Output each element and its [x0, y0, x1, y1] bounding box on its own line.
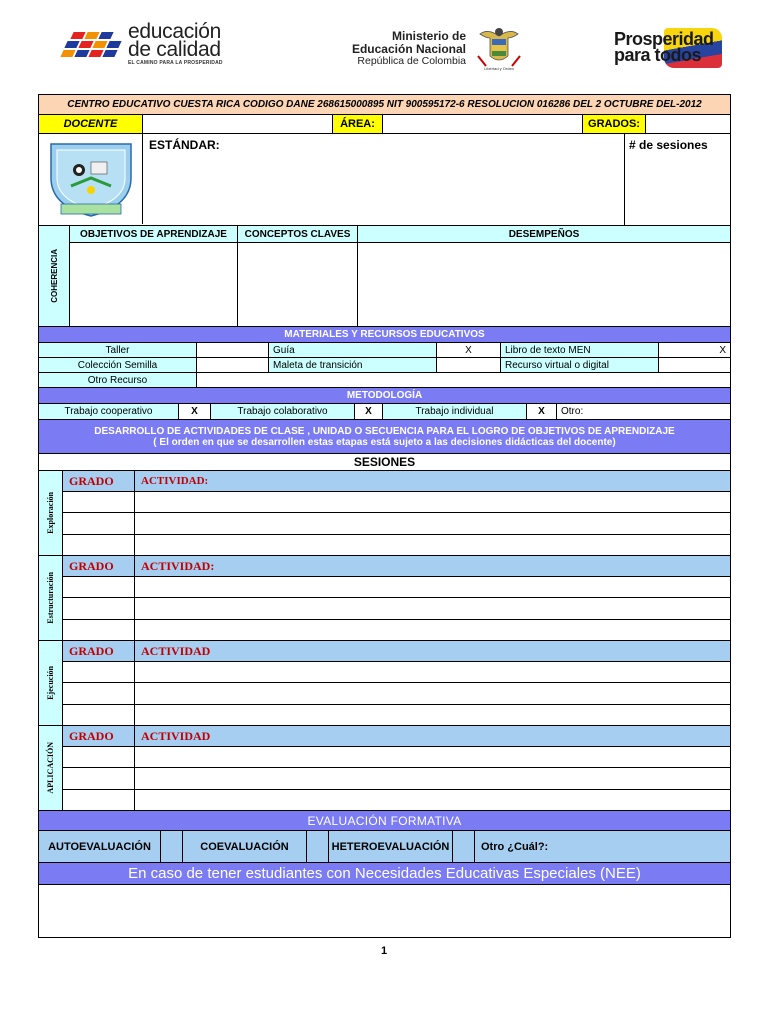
actividad-label: ACTIVIDAD: [141, 558, 215, 573]
coleccion-mark[interactable] [197, 358, 269, 372]
taller-label: Taller [39, 343, 197, 357]
heteroevaluacion-field[interactable] [453, 831, 475, 862]
libro-label: Libro de texto MEN [501, 343, 659, 357]
desarrollo-title-row [39, 420, 730, 454]
stage-name: APLICACIÓN [46, 742, 55, 794]
docente-field[interactable] [143, 115, 333, 133]
stage-label-cell [39, 471, 63, 555]
edu-logo-tagline: EL CAMINO PARA LA PROSPERIDAD [128, 60, 223, 66]
guia-label: Guía [269, 343, 437, 357]
institution-title: CENTRO EDUCATIVO CUESTA RICA CODIGO DANE 268615000895 NIT 900595172-6 RESOLUCION 016286 DEL 2 OCTUBRE DEL-2012 [67, 99, 702, 110]
cooperativo-label: Trabajo cooperativo [39, 404, 179, 419]
metodologia-row [39, 404, 730, 420]
coherencia-row [39, 226, 730, 327]
colombia-crest-icon [474, 26, 524, 74]
page-number: 1 [380, 945, 388, 957]
actividad-cell[interactable] [135, 683, 730, 703]
prosperity-line2: para todos [614, 45, 702, 65]
taller-mark[interactable] [197, 343, 269, 357]
actividad-label: ACTIVIDAD: [141, 475, 209, 487]
nee-field[interactable] [39, 885, 730, 937]
conceptos-header: CONCEPTOS CLAVES [238, 226, 358, 242]
grado-label: GRADO [63, 556, 135, 576]
materiales-row-1 [39, 343, 730, 358]
educacion-de-calidad-logo [62, 20, 252, 68]
heteroevaluacion-label: HETEROEVALUACIÓN [329, 831, 453, 862]
actividad-cell[interactable] [135, 577, 730, 597]
materiales-title: MATERIALES Y RECURSOS EDUCATIVOS [284, 329, 485, 340]
sesiones-count-label: # de sesiones [629, 138, 708, 152]
materiales-title-row [39, 327, 730, 343]
prosperidad-logo [610, 26, 722, 72]
otro-metodologia-label: Otro: [557, 404, 730, 419]
grado-cell[interactable] [63, 535, 135, 555]
sesiones-label: SESIONES [353, 455, 416, 469]
objetivos-header: OBJETIVOS DE APRENDIZAJE [70, 226, 238, 242]
school-shield-icon [47, 138, 135, 222]
stage-label-cell [39, 641, 63, 725]
stage-label-cell [39, 556, 63, 640]
stage-estructuracion [39, 556, 730, 641]
grado-cell[interactable] [63, 705, 135, 725]
colaborativo-label: Trabajo colaborativo [211, 404, 355, 419]
grado-cell[interactable] [63, 577, 135, 597]
nee-title: En caso de tener estudiantes con Necesidades Educativas Especiales (NEE) [128, 865, 641, 882]
sesiones-row [39, 454, 730, 471]
otro-recurso-label: Otro Recurso [39, 373, 197, 387]
actividad-cell[interactable] [135, 598, 730, 618]
actividad-cell[interactable] [135, 790, 730, 810]
docente-label: DOCENTE [39, 115, 143, 133]
grado-cell[interactable] [63, 747, 135, 767]
coevaluacion-field[interactable] [307, 831, 329, 862]
grado-cell[interactable] [63, 598, 135, 618]
actividad-cell[interactable] [135, 768, 730, 788]
ministry-line2: Educación Nacional [351, 42, 466, 56]
coherencia-label: COHERENCIA [49, 249, 59, 303]
autoevaluacion-field[interactable] [161, 831, 183, 862]
grados-field[interactable] [646, 115, 730, 133]
ministry-logo-text [326, 30, 466, 67]
nee-title-row [39, 863, 730, 885]
nee-field-row [39, 885, 730, 937]
coevaluacion-label: COEVALUACIÓN [183, 831, 307, 862]
grado-cell[interactable] [63, 683, 135, 703]
conceptos-field[interactable] [238, 243, 358, 326]
libro-mark[interactable]: X [659, 343, 730, 357]
colored-squares-icon [62, 32, 124, 62]
desarrollo-title: DESARROLLO DE ACTIVIDADES DE CLASE , UNIDAD O SECUENCIA PARA EL LOGRO DE OBJETIVOS DE APRENDIZAJE [94, 425, 675, 437]
actividad-cell[interactable] [135, 705, 730, 725]
desarrollo-subtitle: ( El orden en que se desarrollen estas etapas está sujeto a las decisiones didácticas del docente) [153, 436, 616, 448]
estandar-label: ESTÁNDAR: [143, 134, 625, 225]
stage-name: Exploración [46, 492, 55, 534]
grado-label: GRADO [63, 726, 135, 746]
actividad-cell[interactable] [135, 662, 730, 682]
edu-logo-line1: educación [128, 20, 222, 43]
actividad-cell[interactable] [135, 513, 730, 533]
actividad-label: ACTIVIDAD [141, 728, 211, 743]
grado-label: GRADO [63, 471, 135, 491]
desempenos-field[interactable] [358, 243, 730, 326]
actividad-cell[interactable] [135, 620, 730, 640]
edu-logo-line2: de calidad [128, 38, 221, 61]
actividad-cell[interactable] [135, 747, 730, 767]
docente-row [39, 115, 730, 134]
actividad-cell[interactable] [135, 492, 730, 512]
recurso-virtual-label: Recurso virtual o digital [501, 358, 659, 372]
crest-motto: Libertad y Orden [484, 66, 514, 71]
recurso-virtual-mark[interactable] [659, 358, 730, 372]
objetivos-field[interactable] [70, 243, 238, 326]
stage-name: Estructuración [46, 572, 55, 624]
evaluacion-title: EVALUACIÓN FORMATIVA [307, 813, 462, 828]
stage-ejecucion [39, 641, 730, 726]
area-field[interactable] [383, 115, 583, 133]
ministry-line3: República de Colombia [357, 55, 466, 67]
coleccion-label: Colección Semilla [39, 358, 197, 372]
materiales-row-2 [39, 358, 730, 373]
maleta-label: Maleta de transición [269, 358, 437, 372]
evaluacion-row [39, 831, 730, 863]
colaborativo-mark[interactable]: X [355, 404, 383, 419]
coherencia-table [70, 226, 730, 326]
otro-evaluacion-label: Otro ¿Cuál?: [481, 840, 549, 853]
actividad-cell[interactable] [135, 535, 730, 555]
maleta-mark[interactable] [437, 358, 501, 372]
individual-mark[interactable]: X [527, 404, 557, 419]
grados-label: GRADOS: [583, 115, 646, 133]
stage-exploracion [39, 471, 730, 556]
metodologia-title: METODOLOGÍA [346, 390, 423, 401]
metodologia-title-row [39, 388, 730, 404]
coherencia-label-cell [39, 226, 70, 326]
grado-cell[interactable] [63, 620, 135, 640]
cooperativo-mark[interactable]: X [179, 404, 211, 419]
autoevaluacion-label: AUTOEVALUACIÓN [39, 831, 161, 862]
grado-cell[interactable] [63, 662, 135, 682]
grado-cell[interactable] [63, 513, 135, 533]
stage-aplicacion [39, 726, 730, 811]
area-label: ÁREA: [333, 115, 383, 133]
desempenos-header: DESEMPEÑOS [508, 228, 580, 240]
ministry-line1: Ministerio de [391, 29, 466, 43]
otro-recurso-field[interactable] [197, 373, 730, 387]
stage-label-cell [39, 726, 63, 810]
evaluacion-title-row [39, 811, 730, 831]
individual-label: Trabajo individual [383, 404, 527, 419]
school-logo [39, 134, 143, 224]
page-header [0, 0, 768, 92]
grado-cell[interactable] [63, 790, 135, 810]
grado-cell[interactable] [63, 492, 135, 512]
estandar-row [39, 134, 730, 226]
prosperity-line1: Prosperidad [614, 29, 714, 49]
actividad-label: ACTIVIDAD [141, 643, 211, 658]
materiales-row-3 [39, 373, 730, 388]
guia-mark[interactable]: X [437, 343, 501, 357]
grado-label: GRADO [63, 641, 135, 661]
stage-name: Ejecución [46, 666, 55, 700]
lesson-plan-form [38, 94, 731, 938]
institution-row [39, 95, 730, 115]
grado-cell[interactable] [63, 768, 135, 788]
